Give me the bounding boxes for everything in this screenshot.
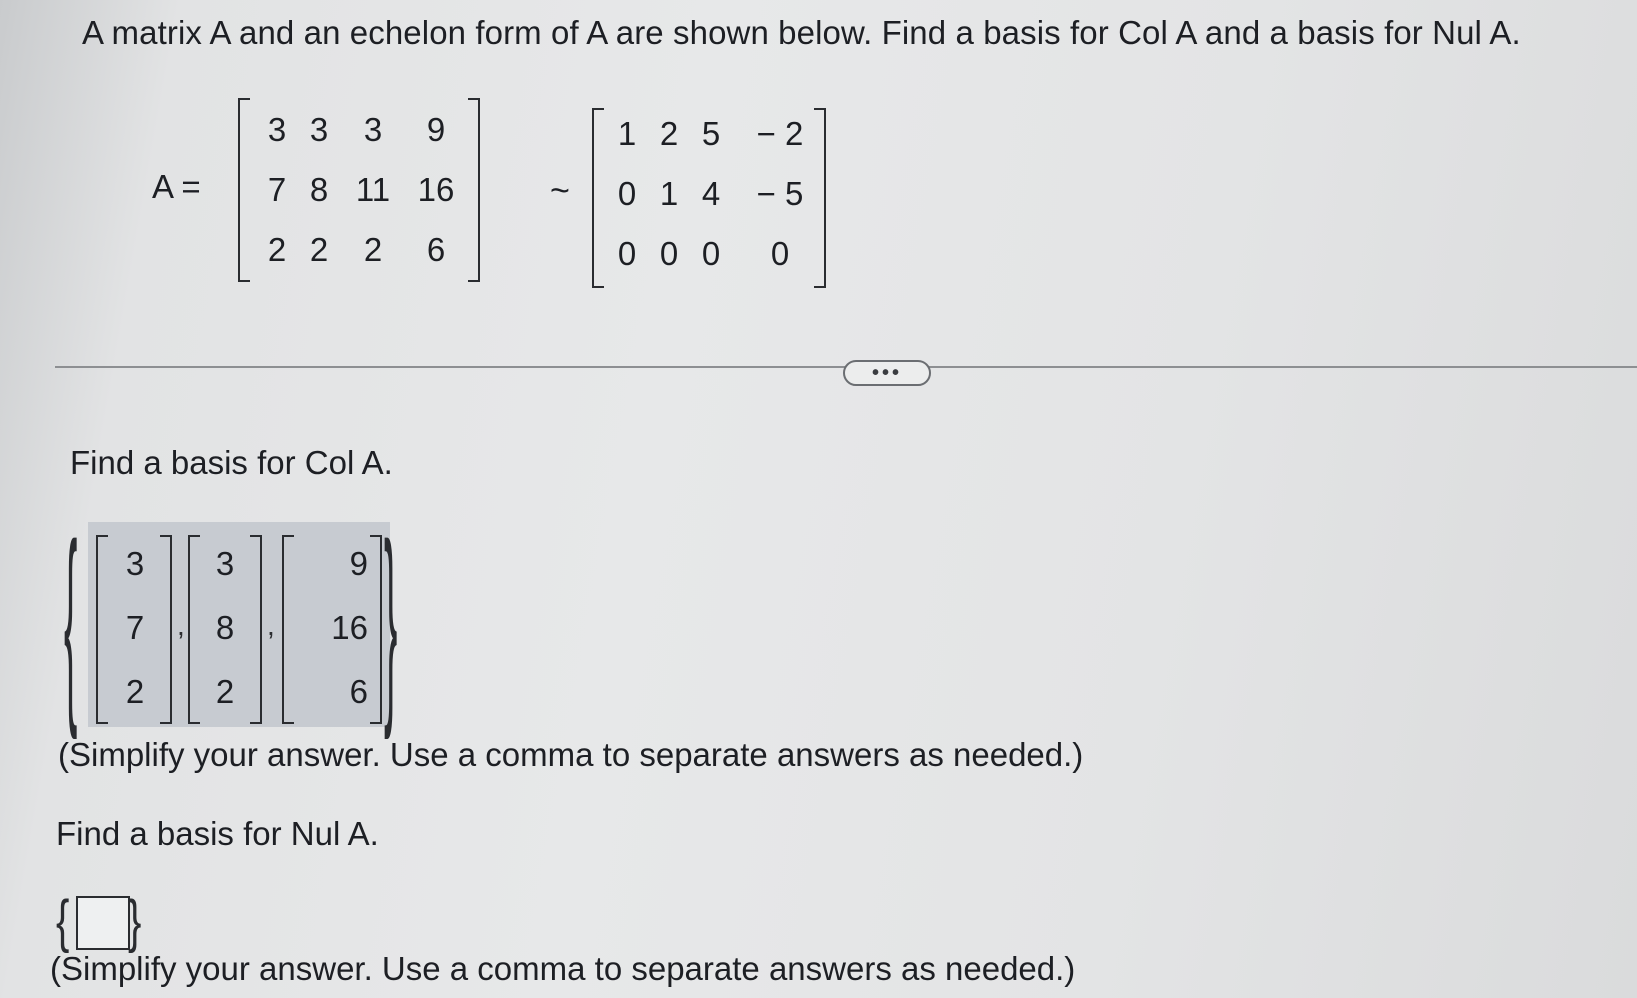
col-a-question: Find a basis for Col A. bbox=[70, 444, 393, 481]
col-a-vector-2 bbox=[200, 532, 250, 724]
echelon-cell: 4 bbox=[701, 175, 721, 212]
matrix-a-cell: 2 bbox=[309, 231, 329, 268]
vector-entry: 3 bbox=[125, 545, 145, 582]
echelon-cell: 0 bbox=[770, 235, 790, 272]
row-equivalent-symbol: ~ bbox=[550, 172, 570, 210]
matrix-a-cell: 3 bbox=[309, 111, 329, 148]
vector-separator-2: , bbox=[267, 610, 275, 641]
problem-prompt: A matrix A and an echelon form of A are shown below. Find a basis for Col A and a basis for Nul A. bbox=[82, 14, 1521, 51]
echelon-cell: 0 bbox=[701, 235, 721, 272]
vector-entry: 2 bbox=[125, 673, 145, 710]
matrix-a-cell: 6 bbox=[426, 231, 446, 268]
echelon-right-bracket bbox=[814, 108, 826, 288]
vector-2-right-bracket bbox=[250, 535, 262, 724]
col-a-hint: (Simplify your answer. Use a comma to separate answers as needed.) bbox=[58, 736, 1084, 773]
vector-separator-1: , bbox=[177, 610, 185, 641]
echelon-cell: − 5 bbox=[756, 175, 804, 212]
col-a-vector-1 bbox=[110, 532, 160, 724]
vector-entry: 8 bbox=[215, 609, 235, 646]
echelon-left-bracket bbox=[592, 108, 604, 288]
vector-1-left-bracket bbox=[96, 535, 108, 724]
nul-a-set-close-brace: } bbox=[128, 890, 142, 954]
vector-entry: 16 bbox=[331, 609, 368, 646]
nul-a-set-open-brace: { bbox=[56, 890, 70, 954]
vector-entry: 7 bbox=[125, 609, 145, 646]
matrix-a-cell: 9 bbox=[426, 111, 446, 148]
vector-entry: 9 bbox=[349, 545, 368, 582]
expand-more-button[interactable]: ••• bbox=[843, 360, 931, 386]
col-a-vector-3 bbox=[296, 532, 376, 724]
vector-entry: 3 bbox=[215, 545, 235, 582]
echelon-cell: 2 bbox=[659, 115, 679, 152]
matrix-a-cell: 8 bbox=[309, 171, 329, 208]
matrix-a-left-bracket bbox=[238, 98, 250, 282]
matrix-a-cell: 2 bbox=[363, 231, 383, 268]
nul-a-question: Find a basis for Nul A. bbox=[56, 815, 379, 852]
nul-a-answer-field[interactable] bbox=[76, 896, 130, 950]
col-a-set-close-brace: } bbox=[384, 505, 398, 743]
matrix-a-cell: 11 bbox=[355, 171, 391, 208]
matrix-a-cell: 7 bbox=[267, 171, 287, 208]
vector-3-left-bracket bbox=[282, 535, 294, 724]
matrix-a bbox=[256, 100, 466, 280]
echelon-cell: 0 bbox=[659, 235, 679, 272]
vector-3-right-bracket bbox=[370, 535, 382, 724]
matrix-a-label: A = bbox=[152, 168, 201, 205]
vector-entry: 6 bbox=[349, 673, 368, 710]
matrix-a-right-bracket bbox=[468, 98, 480, 282]
matrix-a-cell: 3 bbox=[363, 111, 383, 148]
vector-2-left-bracket bbox=[188, 535, 200, 724]
col-a-set-open-brace: { bbox=[64, 505, 78, 743]
echelon-matrix bbox=[606, 104, 828, 284]
echelon-cell: 0 bbox=[617, 175, 637, 212]
matrix-a-cell: 2 bbox=[267, 231, 287, 268]
matrix-a-cell: 16 bbox=[417, 171, 455, 208]
echelon-cell: 0 bbox=[617, 235, 637, 272]
echelon-cell: − 2 bbox=[756, 115, 804, 152]
echelon-cell: 1 bbox=[659, 175, 679, 212]
vector-entry: 2 bbox=[215, 673, 235, 710]
echelon-cell: 5 bbox=[701, 115, 721, 152]
echelon-cell: 1 bbox=[617, 115, 637, 152]
nul-a-hint: (Simplify your answer. Use a comma to separate answers as needed.) bbox=[50, 950, 1076, 987]
matrix-a-cell: 3 bbox=[267, 111, 287, 148]
vector-1-right-bracket bbox=[160, 535, 172, 724]
